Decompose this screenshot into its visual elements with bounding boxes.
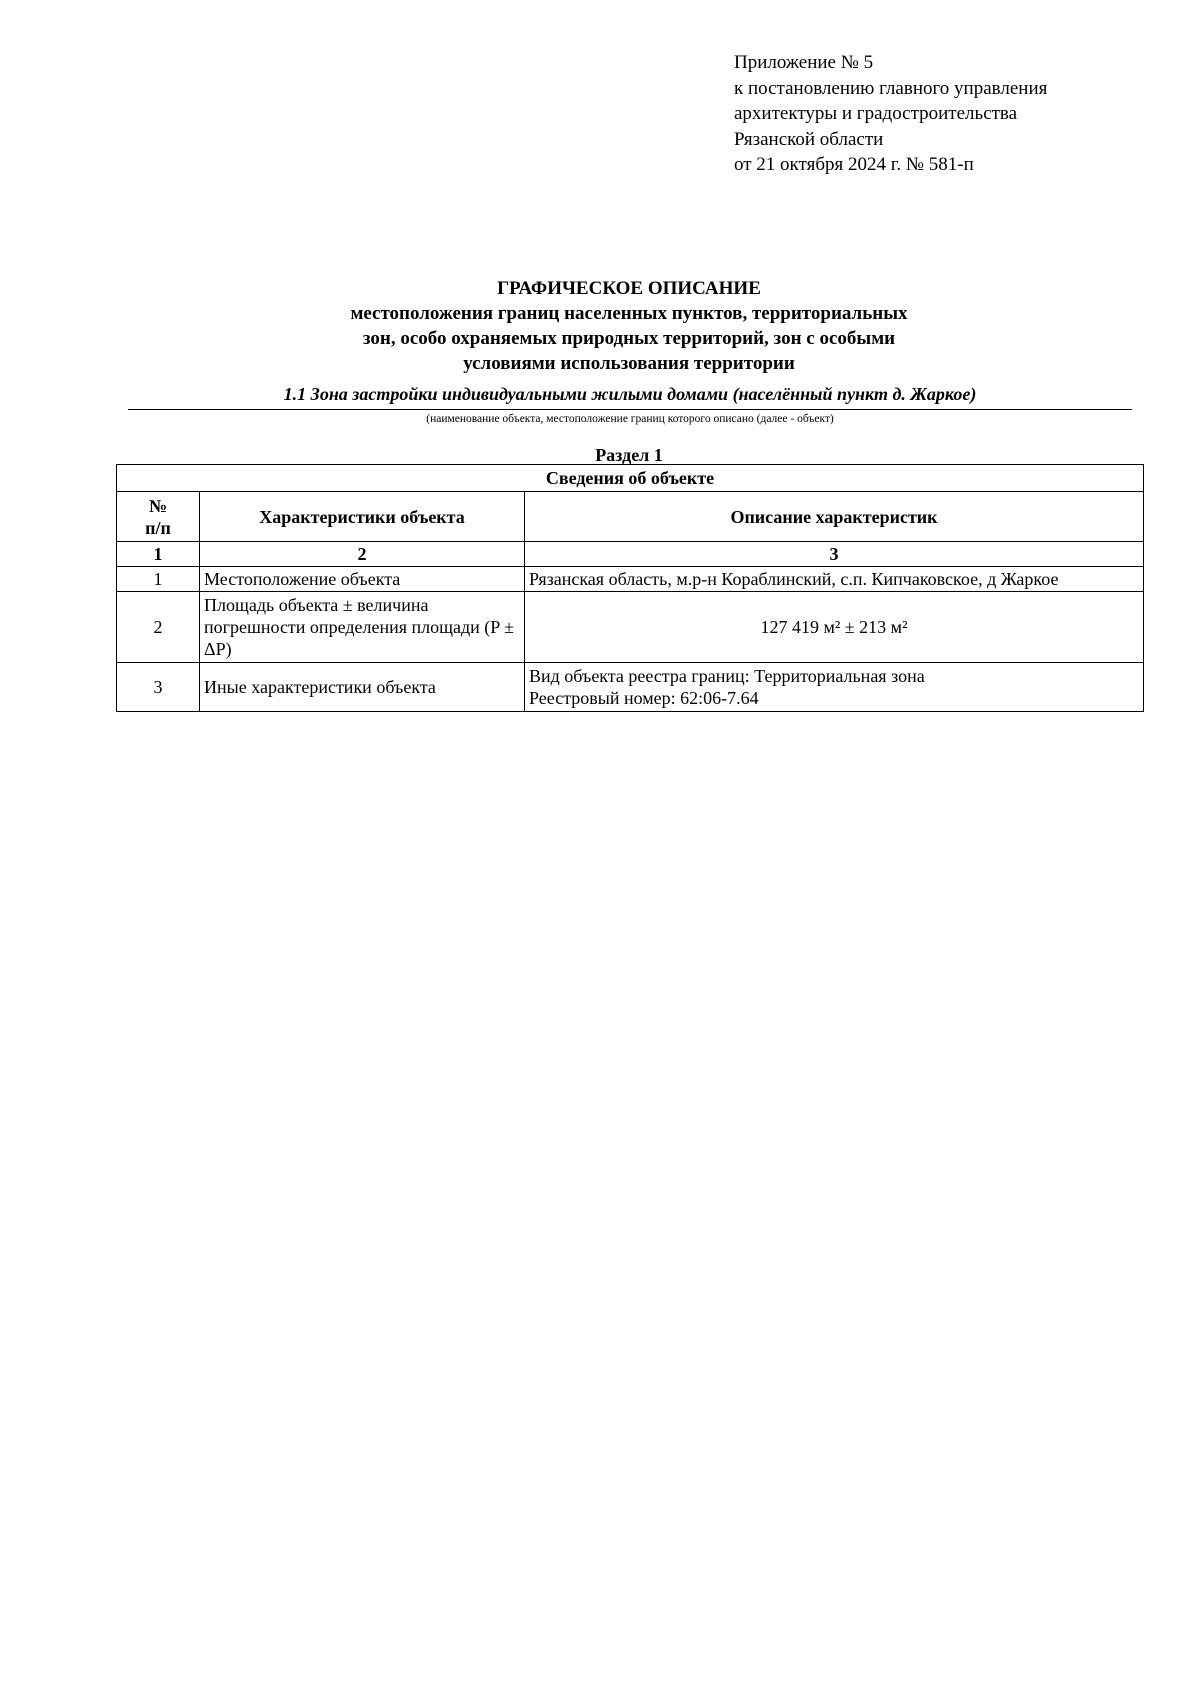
object-underline xyxy=(128,409,1132,410)
row-description: Рязанская область, м.р-н Кораблинский, с.п. Кипчаковское, д Жаркое xyxy=(525,567,1144,592)
title-line: местоположения границ населенных пунктов, территориальных xyxy=(350,303,908,324)
header-description: Описание характеристик xyxy=(525,492,1144,542)
header-num-pp: п/п xyxy=(145,517,171,538)
column-number: 3 xyxy=(525,542,1144,567)
title-line: условиями использования территории xyxy=(463,353,795,374)
title-heading: ГРАФИЧЕСКОЕ ОПИСАНИЕ xyxy=(497,278,761,299)
header-num-symbol: № xyxy=(148,495,168,516)
table-row xyxy=(117,592,1144,663)
header-num xyxy=(117,492,200,542)
object-name: 1.1 Зона застройки индивидуальными жилыми домами (населённый пункт д. Жаркое) xyxy=(283,384,977,404)
appendix-line: к постановлению главного управления xyxy=(734,77,1048,99)
section-subtitle: Сведения об объекте xyxy=(117,465,1144,492)
table-column-numbers-row xyxy=(117,542,1144,567)
row-characteristic: Местоположение объекта xyxy=(200,567,525,592)
object-caption: (наименование объекта, местоположение границ которого описано (далее - объект) xyxy=(426,413,834,425)
appendix-block xyxy=(734,50,1047,178)
row-characteristic: Иные характеристики объекта xyxy=(200,663,525,712)
appendix-line: архитектуры и градостроительства xyxy=(734,103,1018,124)
title-line: зон, особо охраняемых природных территорий, зон с особыми xyxy=(362,328,896,349)
column-number: 1 xyxy=(117,542,200,567)
column-number: 2 xyxy=(200,542,525,567)
description-line: Вид объекта реестра границ: Территориальная зона xyxy=(529,666,925,686)
table-row xyxy=(117,567,1144,592)
row-num: 3 xyxy=(117,663,200,712)
object-info-table xyxy=(116,464,1144,712)
row-description: 127 419 м² ± 213 м² xyxy=(525,592,1144,663)
table-row xyxy=(117,663,1144,712)
appendix-line: Рязанской области xyxy=(734,128,884,150)
row-num: 1 xyxy=(117,567,200,592)
table-header-row xyxy=(117,492,1144,542)
section-title: Раздел 1 xyxy=(595,445,663,465)
row-description xyxy=(525,663,1144,712)
header-characteristic: Характеристики объекта xyxy=(200,492,525,542)
description-line: Реестровый номер: 62:06-7.64 xyxy=(529,688,759,708)
table-subtitle-row xyxy=(117,465,1144,492)
appendix-line: от 21 октября 2024 г. № 581-п xyxy=(734,154,974,175)
document-title xyxy=(0,276,1200,376)
row-num: 2 xyxy=(117,592,200,663)
row-characteristic: Площадь объекта ± величина погрешности определения площади (P ± ΔP) xyxy=(200,592,525,663)
appendix-line: Приложение № 5 xyxy=(734,52,874,73)
